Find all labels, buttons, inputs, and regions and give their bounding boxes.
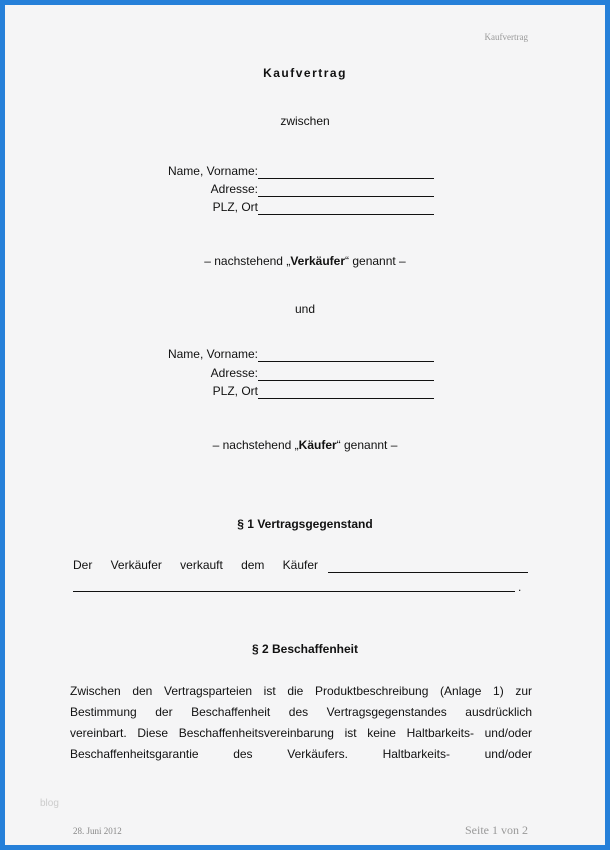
seller-designation — [0, 254, 610, 268]
field-line — [258, 178, 434, 179]
designation-role: Verkäufer — [290, 254, 346, 268]
field-line — [258, 196, 434, 197]
footer-date: 28. Juni 2012 — [73, 826, 122, 836]
and-text: und — [294, 302, 316, 316]
section2-line: Zwischen den Vertragsparteien ist die Produktbeschreibung (Anlage 1) zur — [70, 684, 532, 698]
designation-suffix: “ genannt – — [336, 438, 398, 452]
section2-heading: § 2 Beschaffenheit — [251, 642, 359, 656]
field-label: Name, Vorname: — [167, 164, 258, 178]
section1-end: . — [518, 580, 522, 594]
field-label: Adresse: — [210, 182, 258, 196]
object-line-2[interactable] — [73, 591, 515, 592]
seller-name-field[interactable] — [0, 164, 610, 182]
field-line — [258, 214, 434, 215]
field-line — [258, 398, 434, 399]
buyer-name-field[interactable] — [0, 347, 610, 365]
watermark: blog — [40, 798, 59, 809]
designation-suffix: “ genannt – — [345, 254, 406, 268]
field-line — [258, 361, 434, 362]
section2-line: Beschaffenheitsgarantie des Verkäufers. Haltbarkeits- und/oder — [70, 747, 532, 761]
seller-city-field[interactable] — [0, 200, 610, 218]
field-line — [258, 380, 434, 381]
between-text: zwischen — [280, 114, 330, 128]
section2-paragraph — [70, 681, 532, 765]
object-line-1[interactable] — [328, 572, 528, 573]
designation-prefix: – nachstehend „ — [212, 438, 299, 452]
section1-heading: § 1 Vertragsgegenstand — [237, 517, 373, 531]
field-label: Adresse: — [210, 366, 258, 380]
seller-address-field[interactable] — [0, 182, 610, 200]
page-number: Seite 1 von 2 — [465, 823, 528, 837]
document-title: Kaufvertrag — [263, 66, 347, 80]
section2-line: vereinbart. Diese Beschaffenheitsvereinbarung ist keine Haltbarkeits- und/oder — [70, 726, 532, 740]
field-label: PLZ, Ort — [212, 384, 258, 398]
running-header: Kaufvertrag — [484, 32, 528, 42]
buyer-city-field[interactable] — [0, 384, 610, 402]
buyer-designation — [0, 438, 610, 452]
section1-text: Der Verkäufer verkauft dem Käufer — [73, 558, 318, 572]
field-label: Name, Vorname: — [167, 347, 258, 361]
buyer-address-field[interactable] — [0, 366, 610, 384]
designation-role: Käufer — [298, 438, 337, 452]
section2-line: Bestimmung der Beschaffenheit des Vertragsgegenstandes ausdrücklich — [70, 705, 532, 719]
field-label: PLZ, Ort — [212, 200, 258, 214]
designation-prefix: – nachstehend „ — [204, 254, 291, 268]
